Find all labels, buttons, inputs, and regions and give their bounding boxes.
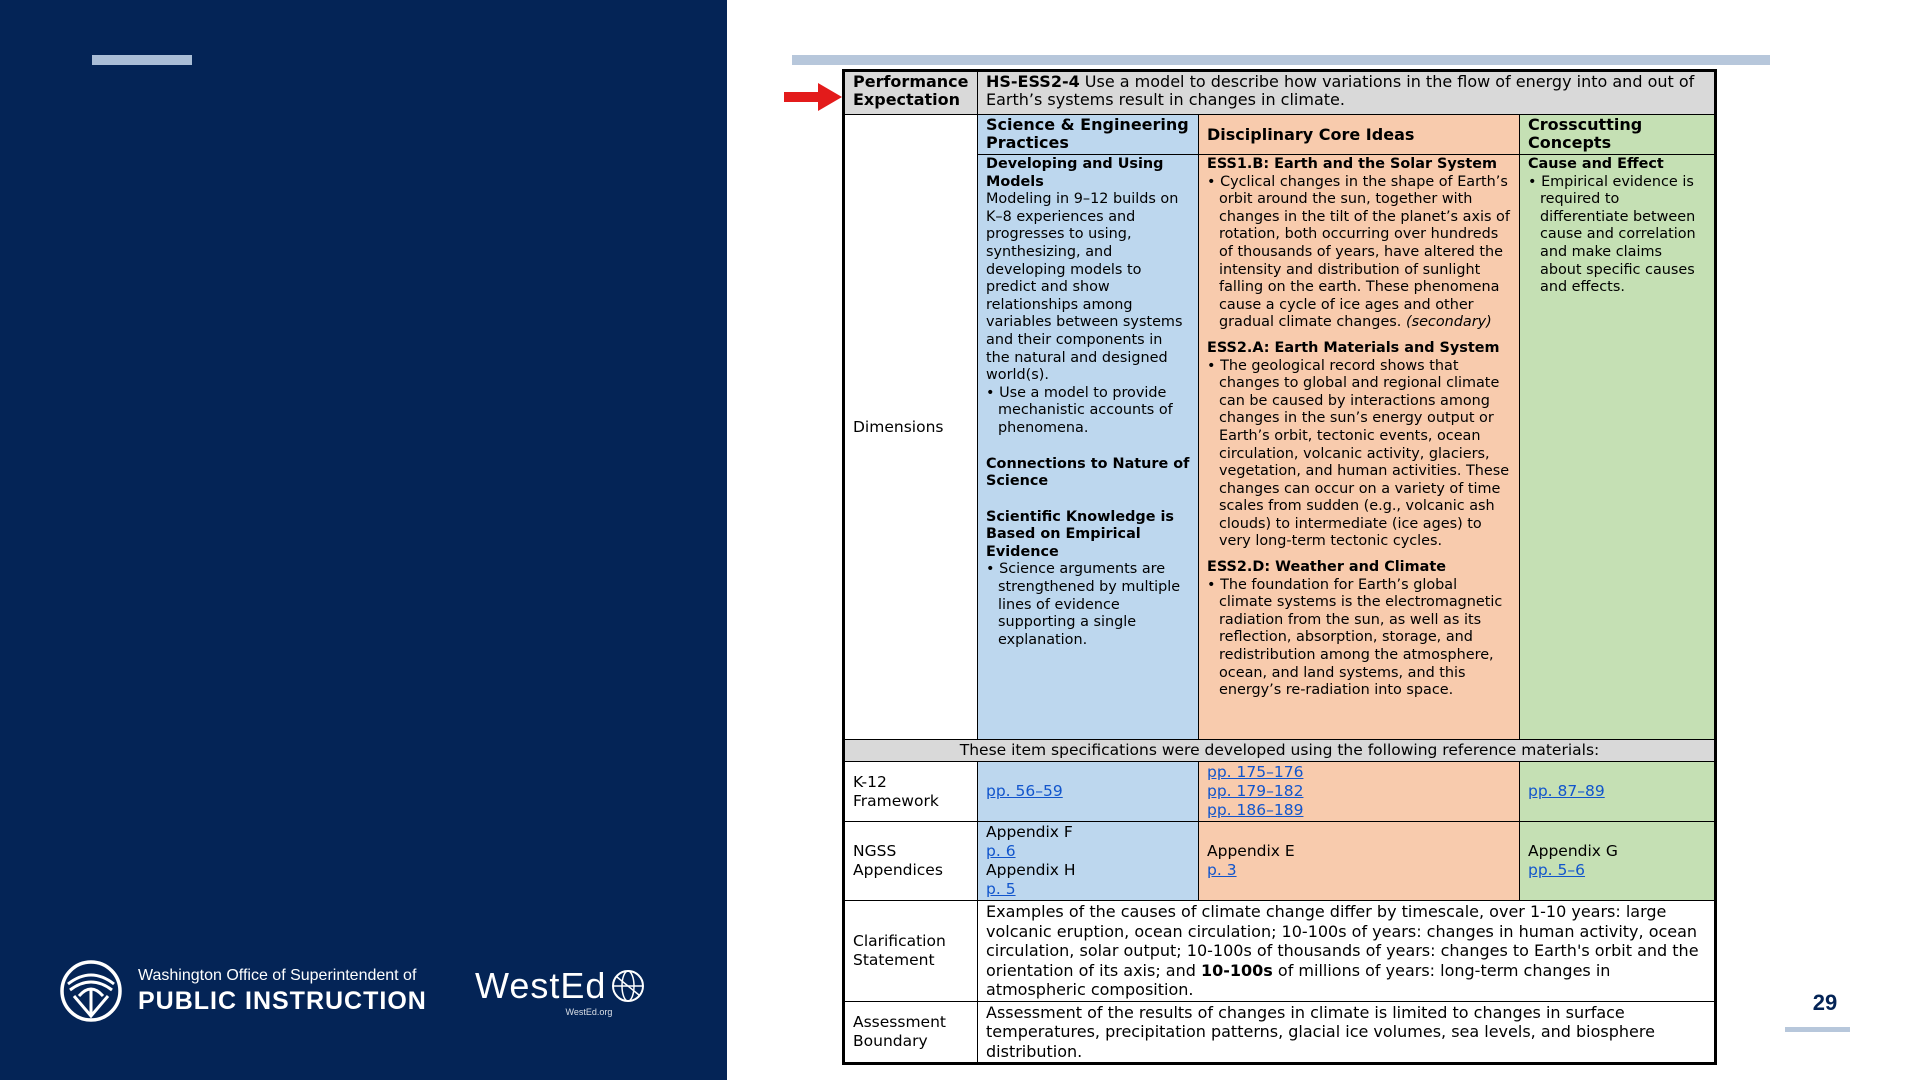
wested-globe-icon [610, 968, 646, 1004]
dci-header: Disciplinary Core Ideas [1207, 124, 1415, 144]
k12-ccc-cell [1520, 762, 1716, 822]
top-accent-bar [792, 55, 1770, 65]
sep-title-models: Developing and Using Models [986, 156, 1164, 190]
dci-bullet-ess1b [1207, 174, 1511, 332]
pe-description-cell [978, 71, 1716, 115]
dci-title-ess2d: ESS2.D: Weather and Climate [1207, 559, 1446, 576]
wested-logo [475, 965, 646, 1017]
sep-title-nature-of-science: Connections to Nature of Science [986, 455, 1190, 490]
ccc-bullet-cause-effect: • Empirical evidence is required to differentiate between cause and correlation and make claims about specific causes and effects. [1528, 173, 1696, 296]
clarification-text-2: of millions of years: long-term changes in atmospheric composition. [986, 960, 1611, 999]
k12-dci-link-1[interactable]: pp. 175–176 [1207, 763, 1304, 781]
k12-sep-cell [978, 762, 1199, 822]
ngss-dci-link[interactable]: p. 3 [1207, 861, 1237, 879]
ngss-ccc-link[interactable]: pp. 5–6 [1528, 861, 1586, 879]
assessment-label-cell [844, 1001, 978, 1064]
wested-logo-url: WestEd.org [565, 1007, 613, 1017]
pe-label-cell [844, 71, 978, 115]
ospi-logo [60, 960, 427, 1022]
title-accent-bar [92, 55, 192, 65]
k12-label: K-12 Framework [853, 772, 939, 810]
dci-content-cell [1199, 155, 1520, 740]
k12-label-cell [844, 762, 978, 822]
reference-note-cell [844, 740, 1716, 762]
sep-bullet-evidence: • Science arguments are strengthened by multiple lines of evidence supporting a single explanation. [986, 561, 1181, 648]
left-panel [0, 0, 727, 1080]
k12-dci-link-2[interactable]: pp. 179–182 [1207, 782, 1304, 800]
page-number-underline [1785, 1027, 1850, 1032]
ngss-label: NGSS Appendices [853, 842, 943, 879]
ospi-logo-line1: Washington Office of Superintendent of [138, 966, 417, 984]
ngss-ccc-appendix: Appendix G [1528, 842, 1618, 860]
dci-title-ess2a: ESS2.A: Earth Materials and System [1207, 339, 1500, 356]
reference-note: These item specifications were developed using the following reference materials: [959, 741, 1600, 759]
dci-title-ess1b: ESS1.B: Earth and the Solar System [1207, 156, 1498, 172]
ngss-sep-appendix-h: Appendix H [986, 861, 1076, 879]
pe-label: Performance Expectation [853, 72, 969, 109]
sep-paragraph-models: Modeling in 9–12 builds on K–8 experiences and progresses to using, synthesizing, and developing models to predict and show relationships among variables between systems and their components in the natural and designed world(s). [986, 191, 1183, 384]
clarification-text-bold: 10-100s [1200, 960, 1273, 980]
dimensions-label: Dimensions [853, 417, 944, 436]
k12-sep-link[interactable]: pp. 56–59 [986, 782, 1063, 800]
ngss-label-cell [844, 822, 978, 901]
k12-dci-cell [1199, 762, 1520, 822]
ospi-logo-line2: PUBLIC INSTRUCTION [138, 986, 427, 1015]
assessment-text: Assessment of the results of changes in climate is limited to changes in surface temperatures, precipitation patterns, glacial ice volumes, sea levels, and biosphere distribution. [986, 1002, 1655, 1061]
dci-bullet-ess1b-text: • Cyclical changes in the shape of Earth’s orbit around the sun, together with changes in the tilt of the planet’s axis of rotation, both occurring over hundreds of thousands of years, have altered the intensity and distribution of sunlight falling on the earth. These phenomena cause a cycle of ice ages and other gradual climate changes. [1207, 173, 1510, 331]
sep-header-cell [978, 115, 1199, 155]
ccc-header-cell [1520, 115, 1716, 155]
dci-bullet-ess2a: • The geological record shows that changes to global and regional climate can be caused by interactions among changes in the sun’s energy output or Earth’s orbit, tectonic events, ocean circulation, volcanic activity, glaciers, vegetation, and human activities. These changes can occur on a variety of time scales from sudden (e.g., volcanic ash clouds) to intermediate (ice ages) to very long-term tectonic cycles. [1207, 357, 1510, 550]
clarification-text-cell [978, 901, 1716, 1002]
sep-title-empirical-evidence: Scientific Knowledge is Based on Empirical Evidence [986, 508, 1174, 560]
page-number: 29 [1812, 990, 1838, 1015]
clarification-text-1: Examples of the causes of climate change differ by timescale, over 1-10 years: large volcanic eruption, ocean circulation; 10-100s of years: changes in human activity, ocean circulation, solar output; 10-100s of thousands of years: changes to Earth's orbit and the orientation of its axis; and [986, 902, 1699, 980]
ngss-sep-link-1[interactable]: p. 6 [986, 842, 1016, 860]
k12-dci-link-3[interactable]: pp. 186–189 [1207, 801, 1304, 819]
ccc-content-cell [1520, 155, 1716, 740]
dci-header-cell [1199, 115, 1520, 155]
clarification-label-cell [844, 901, 978, 1002]
k12-ccc-link[interactable]: pp. 87–89 [1528, 782, 1605, 800]
dimensions-label-cell [844, 115, 978, 740]
ccc-header: Crosscutting Concepts [1528, 115, 1643, 152]
ngss-ccc-cell [1520, 822, 1716, 901]
ngss-dci-appendix: Appendix E [1207, 842, 1295, 860]
assessment-text-cell [978, 1001, 1716, 1064]
clarification-label: Clarification Statement [853, 931, 946, 969]
sep-content-cell [978, 155, 1199, 740]
assessment-label: Assessment Boundary [853, 1012, 946, 1050]
ospi-emblem-icon [60, 960, 122, 1022]
ngss-specification-table [842, 69, 1717, 1065]
wested-logo-name: WestEd [475, 965, 607, 1006]
ngss-sep-link-2[interactable]: p. 5 [986, 880, 1016, 898]
ngss-sep-cell [978, 822, 1199, 901]
pe-code: HS-ESS2-4 [986, 72, 1080, 91]
ccc-title-cause-effect: Cause and Effect [1528, 156, 1664, 172]
ngss-dci-cell [1199, 822, 1520, 901]
ngss-sep-appendix-f: Appendix F [986, 823, 1073, 841]
sep-header: Science & Engineering Practices [986, 115, 1189, 152]
sep-bullet-models: • Use a model to provide mechanistic accounts of phenomena. [986, 384, 1173, 436]
red-arrow-icon [784, 83, 844, 111]
dci-bullet-ess1b-note: (secondary) [1405, 314, 1492, 331]
pe-text: Use a model to describe how variations in the flow of energy into and out of Earth’s systems result in changes in climate. [986, 72, 1695, 109]
dci-bullet-ess2d: • The foundation for Earth’s global climate systems is the electromagnetic radiation from the sun, as well as its reflection, absorption, storage, and redistribution among the atmosphere, ocean, and land systems, and this energy’s re-radiation into space. [1207, 576, 1503, 699]
